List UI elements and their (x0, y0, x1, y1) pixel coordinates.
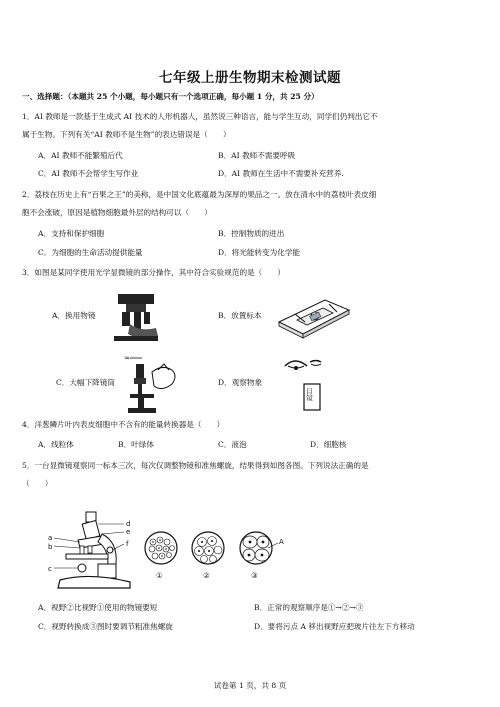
q3-option-b: B．放置标本 (218, 311, 262, 320)
place-slide-figure (275, 292, 353, 342)
q2-stem-line1: 2．荔枝在历史上有“百果之王”的美称，是中国文化底蕴最为深厚的果品之一。放在清水中的荔枝叶表皮细 (22, 190, 377, 199)
q3-option-a: A．换用物镜 (52, 311, 96, 320)
page-title: 七年级上册生物期末检测试题 (159, 70, 341, 86)
q4-option-d: D．细胞核 (310, 440, 347, 449)
label-e: e (126, 528, 131, 536)
field-of-view-1 (143, 530, 179, 566)
q3-stem: 3．如图是某同学使用光学显微镜的部分操作，其中符合实验规范的是（ ） (22, 268, 286, 277)
field-of-view-3 (238, 530, 286, 566)
q5-stem-line1: 5．一台显微镜观察同一标本三次，每次仅调整物镜和准焦螺旋，结果得到如图各图。下列说法正确的是 (22, 461, 369, 470)
view-label-1: ① (156, 571, 163, 580)
q1-option-d: D．AI 教师在生活中不需要补充营养. (218, 169, 344, 178)
q5-option-c: C．视野转换成③图时要调节粗准焦螺旋 (38, 622, 173, 631)
view-label-3: ③ (251, 571, 258, 580)
section-heading: 一、选择题：（本题共 25 个小题，每小题只有一个选项正确，每小题 1 分，共 25 分） (22, 92, 319, 101)
label-f: f (126, 540, 129, 548)
q4-option-b: B．叶绿体 (118, 440, 154, 449)
svg-text:≈: ≈ (124, 354, 130, 362)
q2-stem-line2: 胞不会涨破，原因是植物细胞最外层的结构可以（ ） (22, 208, 212, 217)
label-b: b (48, 543, 53, 551)
q3-option-d: D．观察物象 (218, 378, 263, 387)
label-c: c (48, 565, 52, 573)
page-footer: 试卷第 1 页，共 8 页 (213, 681, 287, 690)
label-a: a (48, 534, 53, 542)
q1-stem-line1: 1．AI 教师是一款基于生成式 AI 技术的人形机器人，虽然说三种语言，能与学生互动，同学们仍判出它不 (22, 112, 378, 121)
microscope-diagram (42, 510, 137, 590)
q4-stem: 4．洋葱鳞片叶内表皮细胞中不含有的能量转换器是（ ） (22, 420, 225, 429)
observe-image-figure (282, 354, 324, 412)
q5-option-d: D．要将污点 A 移出视野应把玻片往左下方移动 (254, 622, 415, 631)
q1-option-c: C．AI 教师不会帮学生写作业 (38, 169, 139, 178)
label-dirt-A: A (279, 538, 284, 546)
q4-option-a: A．线粒体 (38, 440, 74, 449)
q2-option-d: D．将光能转变为化学能 (218, 248, 301, 257)
q2-option-b: B．控制物质的进出 (218, 229, 285, 238)
q1-option-a: A．AI 教师不能繁殖后代 (38, 151, 123, 160)
q5-option-a: A．视野②比视野①使用的物镜要短 (38, 603, 158, 612)
q2-option-a: A．支持和保护细胞 (38, 229, 105, 238)
field-of-view-2 (190, 530, 226, 566)
q1-stem-line2: 属于生物。下列有关“AI 教师不是生物”的表达错误是（ ） (22, 130, 231, 139)
lower-tube-figure (122, 352, 192, 414)
q4-option-c: C．液泡 (218, 440, 247, 449)
q3-option-c: C．大幅下降镜筒 (56, 378, 115, 387)
q5-stem-line2: （ ） (22, 479, 53, 488)
q2-option-c: C．为细胞的生命活动提供能量 (38, 248, 143, 257)
q1-option-b: B．AI 教师不需要呼吸 (218, 151, 296, 160)
eyepiece-sign-text: 目镜 (305, 388, 313, 401)
q5-option-b: B．正常的观察顺序是①→②→③ (254, 603, 364, 612)
objective-change-figure (112, 288, 162, 343)
label-d: d (126, 520, 131, 528)
view-label-2: ② (203, 571, 210, 580)
